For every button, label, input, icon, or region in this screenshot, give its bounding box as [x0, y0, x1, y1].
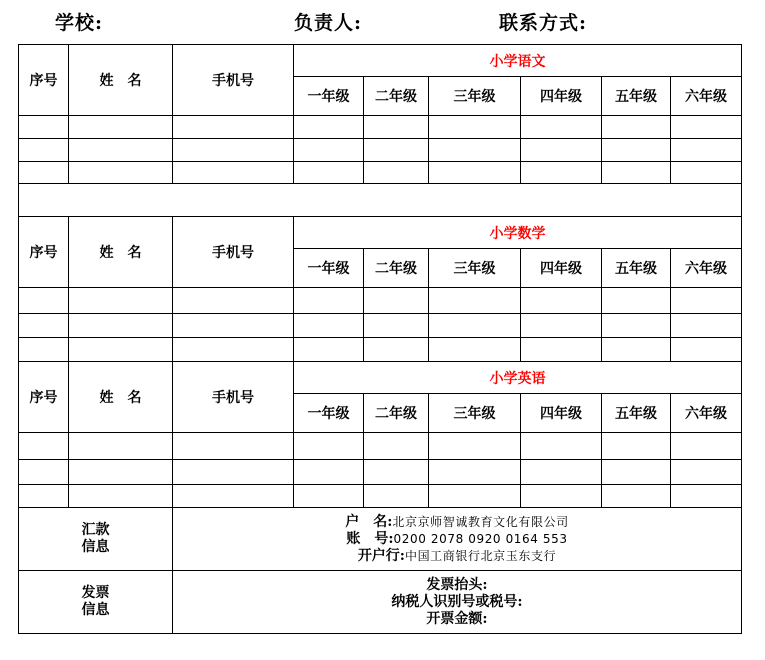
grade5-cell[interactable]: [602, 460, 671, 485]
name-cell[interactable]: [69, 162, 173, 184]
name-cell[interactable]: [69, 485, 173, 508]
grade-header-1: 一年级: [294, 249, 364, 288]
account-name-key: 户 名:: [345, 513, 393, 530]
grade2-cell[interactable]: [364, 485, 429, 508]
table-row: [19, 338, 742, 362]
grade3-cell[interactable]: [429, 314, 521, 338]
grade4-cell[interactable]: [521, 162, 602, 184]
grade-header-5: 五年级: [602, 394, 671, 433]
phone-cell[interactable]: [173, 288, 294, 314]
grade2-cell[interactable]: [364, 433, 429, 460]
grade5-cell[interactable]: [602, 338, 671, 362]
phone-cell[interactable]: [173, 116, 294, 139]
grade2-cell[interactable]: [364, 460, 429, 485]
grade-header-2: 二年级: [364, 394, 429, 433]
name-header: [69, 45, 173, 116]
remit-label: [19, 508, 173, 571]
grade3-cell[interactable]: [429, 139, 521, 162]
seq-cell[interactable]: [19, 288, 69, 314]
grade2-cell[interactable]: [364, 139, 429, 162]
phone-cell[interactable]: [173, 162, 294, 184]
section-header-row: [19, 217, 742, 249]
grade4-cell[interactable]: [521, 139, 602, 162]
name-cell[interactable]: [69, 338, 173, 362]
name-header-char-2: 名: [127, 73, 142, 89]
invoice-info: [173, 571, 742, 634]
grade1-cell[interactable]: [294, 288, 364, 314]
invoice-title-line[interactable]: [173, 577, 741, 594]
account-name-line: [173, 514, 741, 531]
remit-info: [173, 508, 742, 571]
table-row: [19, 485, 742, 508]
grade5-cell[interactable]: [602, 485, 671, 508]
grade-header-2: 二年级: [364, 77, 429, 116]
seq-header: 序号: [19, 362, 69, 433]
grade1-cell[interactable]: [294, 433, 364, 460]
seq-cell[interactable]: [19, 485, 69, 508]
grade6-cell[interactable]: [671, 314, 742, 338]
bank-line: [173, 548, 741, 565]
grade5-cell[interactable]: [602, 116, 671, 139]
grade-header-4: 四年级: [521, 249, 602, 288]
grade3-cell[interactable]: [429, 116, 521, 139]
grade5-cell[interactable]: [602, 314, 671, 338]
name-header-char-1: 姓: [99, 73, 114, 89]
grade4-cell[interactable]: [521, 433, 602, 460]
grade6-cell[interactable]: [671, 162, 742, 184]
phone-cell[interactable]: [173, 314, 294, 338]
grade4-cell[interactable]: [521, 288, 602, 314]
subject-title: 小学语文: [294, 45, 742, 77]
name-cell[interactable]: [69, 314, 173, 338]
table-row: [19, 460, 742, 485]
grade5-cell[interactable]: [602, 288, 671, 314]
grade-header-6: 六年级: [671, 249, 742, 288]
grade6-cell[interactable]: [671, 116, 742, 139]
seq-cell[interactable]: [19, 139, 69, 162]
seq-cell[interactable]: [19, 116, 69, 139]
account-number-line: [173, 531, 741, 548]
invoice-amount-line[interactable]: [173, 611, 741, 628]
grade3-cell[interactable]: [429, 433, 521, 460]
grade3-cell[interactable]: [429, 162, 521, 184]
phone-header: 手机号: [173, 45, 294, 116]
name-header: [69, 362, 173, 433]
invoice-label: [19, 571, 173, 634]
table-row: [19, 314, 742, 338]
grade3-cell[interactable]: [429, 460, 521, 485]
grade5-cell[interactable]: [602, 162, 671, 184]
grade1-cell[interactable]: [294, 485, 364, 508]
grade2-cell[interactable]: [364, 288, 429, 314]
person-in-charge-label: 负责人:: [294, 12, 363, 34]
invoice-label-line-2: 信息: [81, 602, 110, 618]
grade4-cell[interactable]: [521, 460, 602, 485]
grade2-cell[interactable]: [364, 116, 429, 139]
table-row: [19, 116, 742, 139]
bank-key: 开户行:: [357, 547, 405, 564]
section-header-row: [19, 362, 742, 394]
seq-cell[interactable]: [19, 433, 69, 460]
grade-header-3: 三年级: [429, 249, 521, 288]
grade-header-1: 一年级: [294, 394, 364, 433]
grade-header-5: 五年级: [602, 77, 671, 116]
table-row: [19, 433, 742, 460]
phone-cell[interactable]: [173, 139, 294, 162]
name-header: [69, 217, 173, 288]
account-number-key: 账 号:: [346, 530, 394, 547]
grade1-cell[interactable]: [294, 116, 364, 139]
section-header-row: [19, 45, 742, 77]
phone-cell[interactable]: [173, 460, 294, 485]
grade-header-4: 四年级: [521, 394, 602, 433]
grade6-cell[interactable]: [671, 288, 742, 314]
grade-header-5: 五年级: [602, 249, 671, 288]
taxpayer-id-key: 纳税人识别号或税号:: [391, 593, 523, 610]
invoice-amount-key: 开票金额:: [426, 610, 488, 627]
phone-header: 手机号: [173, 217, 294, 288]
phone-cell[interactable]: [173, 338, 294, 362]
grade3-cell[interactable]: [429, 338, 521, 362]
grade3-cell[interactable]: [429, 485, 521, 508]
seq-header: 序号: [19, 45, 69, 116]
name-header-char-1: 姓: [99, 390, 114, 406]
grade4-cell[interactable]: [521, 485, 602, 508]
contact-method-label: 联系方式:: [499, 12, 588, 34]
name-header-char-1: 姓: [99, 245, 114, 261]
name-header-char-2: 名: [127, 390, 142, 406]
grade2-cell[interactable]: [364, 338, 429, 362]
phone-header: 手机号: [173, 362, 294, 433]
grade-header-1: 一年级: [294, 77, 364, 116]
grade2-cell[interactable]: [364, 314, 429, 338]
grade6-cell[interactable]: [671, 485, 742, 508]
grade-header-6: 六年级: [671, 394, 742, 433]
subject-title: 小学英语: [294, 362, 742, 394]
grade6-cell[interactable]: [671, 433, 742, 460]
grade-header-4: 四年级: [521, 77, 602, 116]
name-cell[interactable]: [69, 116, 173, 139]
name-header-char-2: 名: [127, 245, 142, 261]
name-cell[interactable]: [69, 460, 173, 485]
registration-table: [18, 44, 742, 634]
invoice-label-line-1: 发票: [81, 585, 110, 601]
seq-header: 序号: [19, 217, 69, 288]
grade-header-3: 三年级: [429, 77, 521, 116]
seq-cell[interactable]: [19, 460, 69, 485]
grade5-cell[interactable]: [602, 139, 671, 162]
seq-cell[interactable]: [19, 338, 69, 362]
grade6-cell[interactable]: [671, 460, 742, 485]
grade-header-6: 六年级: [671, 77, 742, 116]
table-row: [19, 139, 742, 162]
grade1-cell[interactable]: [294, 139, 364, 162]
grade4-cell[interactable]: [521, 116, 602, 139]
grade3-cell[interactable]: [429, 288, 521, 314]
account-name-value: 北京京师智诚教育文化有限公司: [392, 514, 569, 529]
seq-cell[interactable]: [19, 162, 69, 184]
grade2-cell[interactable]: [364, 162, 429, 184]
grade1-cell[interactable]: [294, 162, 364, 184]
phone-cell[interactable]: [173, 433, 294, 460]
grade1-cell[interactable]: [294, 314, 364, 338]
section-gap: [19, 184, 742, 217]
grade-header-2: 二年级: [364, 249, 429, 288]
grade1-cell[interactable]: [294, 338, 364, 362]
name-cell[interactable]: [69, 139, 173, 162]
school-label: 学校:: [55, 12, 104, 34]
bank-value: 中国工商银行北京玉东支行: [404, 548, 557, 563]
grade6-cell[interactable]: [671, 338, 742, 362]
name-cell[interactable]: [69, 288, 173, 314]
remit-label-line-1: 汇款: [81, 522, 110, 538]
invoice-title-key: 发票抬头:: [426, 576, 488, 593]
grade1-cell[interactable]: [294, 460, 364, 485]
grade4-cell[interactable]: [521, 338, 602, 362]
table-row: [19, 288, 742, 314]
phone-cell[interactable]: [173, 485, 294, 508]
account-number-value: 0200 2078 0920 0164 553: [393, 531, 568, 546]
table-row: [19, 162, 742, 184]
name-cell[interactable]: [69, 433, 173, 460]
grade6-cell[interactable]: [671, 139, 742, 162]
grade5-cell[interactable]: [602, 433, 671, 460]
seq-cell[interactable]: [19, 314, 69, 338]
grade4-cell[interactable]: [521, 314, 602, 338]
remit-label-line-2: 信息: [81, 539, 110, 555]
taxpayer-id-line[interactable]: [173, 594, 741, 611]
grade-header-3: 三年级: [429, 394, 521, 433]
subject-title: 小学数学: [294, 217, 742, 249]
